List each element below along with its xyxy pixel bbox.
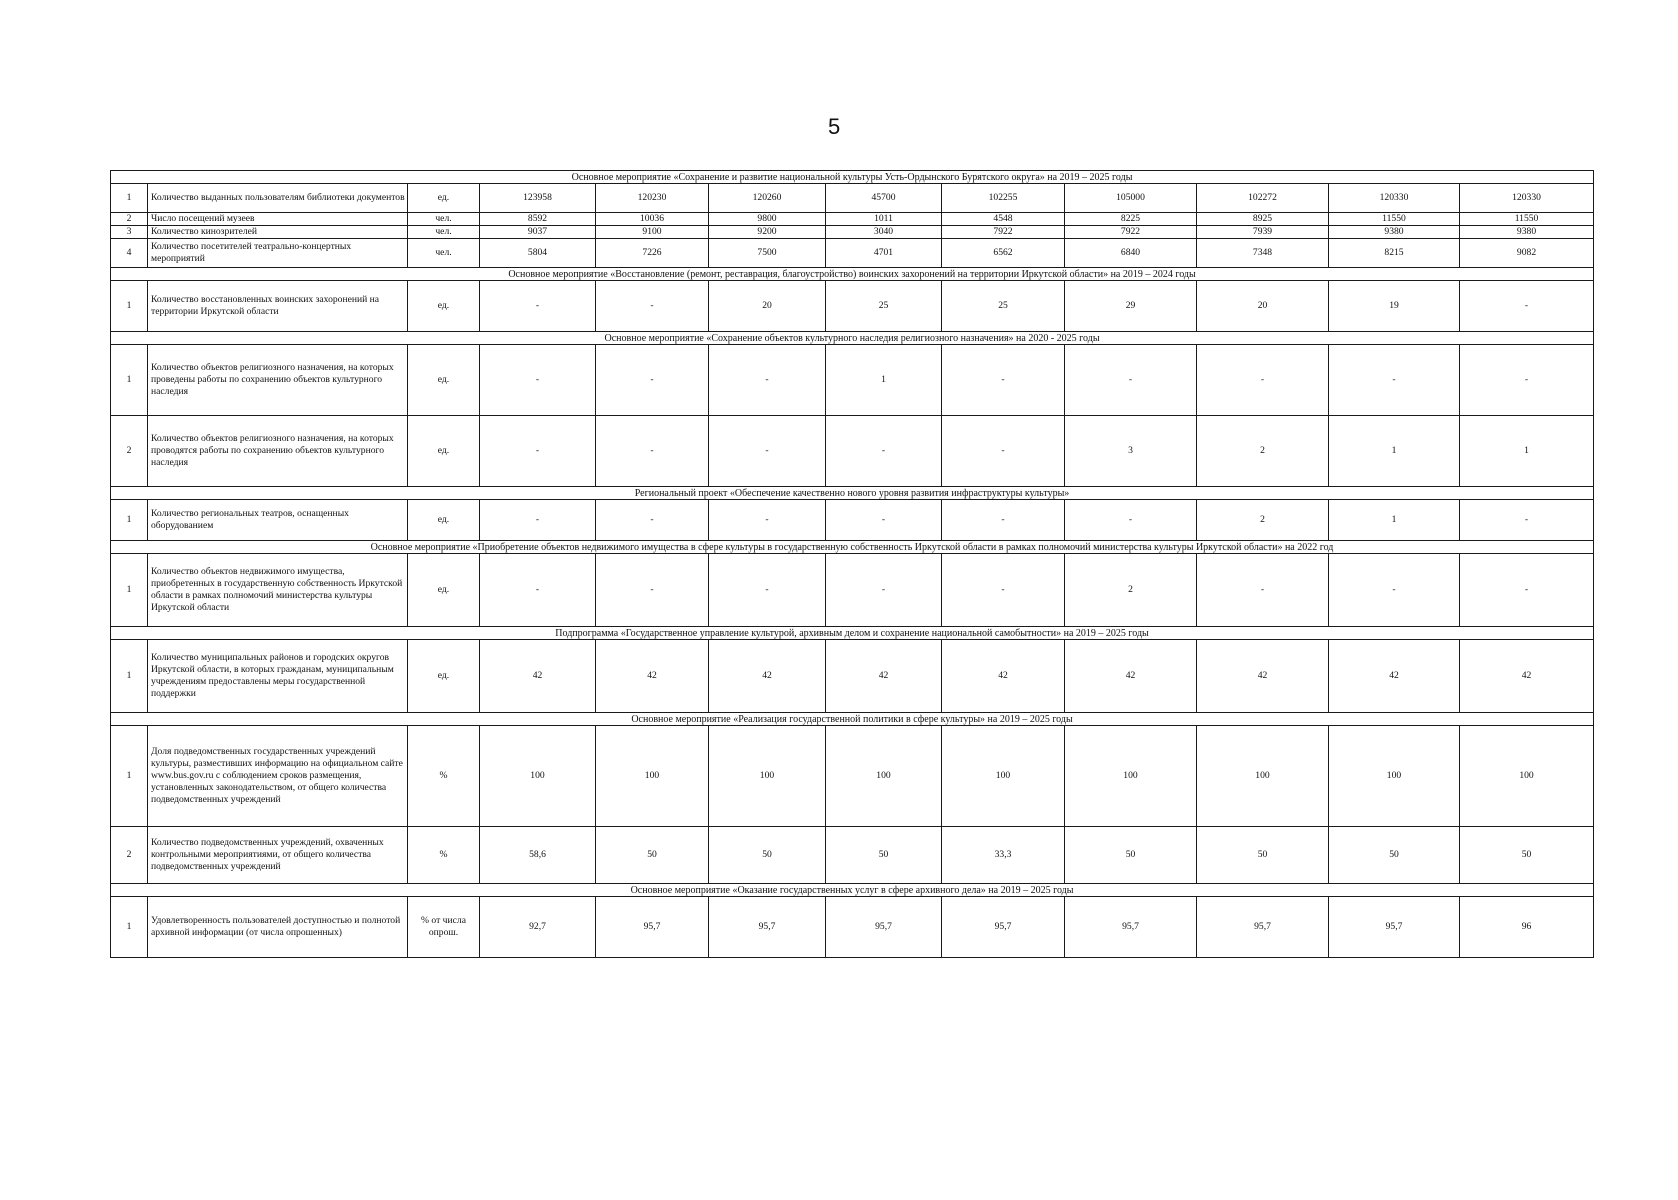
value-cell: 42: [709, 640, 826, 713]
section-row: [111, 713, 1594, 726]
value-cell: 42: [1065, 640, 1197, 713]
value-cell: 2: [1065, 554, 1197, 627]
value-cell: 100: [480, 726, 596, 827]
value-cell: -: [1197, 554, 1329, 627]
value-cell: 96: [1460, 897, 1594, 958]
value-cell: 100: [826, 726, 942, 827]
section-row: [111, 884, 1594, 897]
indicators-table: [110, 170, 1594, 958]
section-title: Основное мероприятие «Оказание государственных услуг в сфере архивного дела» на 2019 – 2025 годы: [111, 884, 1594, 897]
value-cell: 9082: [1460, 239, 1594, 268]
value-cell: -: [826, 416, 942, 487]
section-title: Основное мероприятие «Восстановление (ремонт, реставрация, благоустройство) воинских захоронений на территории Иркутской области» на 2019 – 2024 годы: [111, 268, 1594, 281]
value-cell: -: [709, 554, 826, 627]
value-cell: -: [709, 500, 826, 541]
value-cell: 50: [1197, 827, 1329, 884]
row-number: 1: [111, 726, 148, 827]
indicator-name: Количество восстановленных воинских захоронений на территории Иркутской области: [148, 281, 408, 332]
value-cell: 100: [942, 726, 1065, 827]
value-cell: -: [1460, 500, 1594, 541]
value-cell: -: [1329, 554, 1460, 627]
value-cell: -: [1065, 500, 1197, 541]
value-cell: 20: [1197, 281, 1329, 332]
value-cell: 120260: [709, 184, 826, 213]
section-row: [111, 332, 1594, 345]
value-cell: -: [1329, 345, 1460, 416]
value-cell: -: [1065, 345, 1197, 416]
value-cell: 19: [1329, 281, 1460, 332]
unit-cell: ед.: [408, 281, 480, 332]
table-row: [111, 500, 1594, 541]
row-number: 2: [111, 213, 148, 226]
value-cell: 1: [1329, 500, 1460, 541]
value-cell: 120230: [596, 184, 709, 213]
value-cell: 1: [826, 345, 942, 416]
value-cell: 58,6: [480, 827, 596, 884]
value-cell: 2: [1197, 500, 1329, 541]
section-title: Региональный проект «Обеспечение качественно нового уровня развития инфраструктуры культуры»: [111, 487, 1594, 500]
value-cell: 50: [826, 827, 942, 884]
value-cell: 3040: [826, 226, 942, 239]
indicator-name: Количество объектов религиозного назначения, на которых проведены работы по сохранению объектов культурного наследия: [148, 345, 408, 416]
value-cell: -: [826, 500, 942, 541]
table-row: [111, 827, 1594, 884]
value-cell: 42: [826, 640, 942, 713]
section-title: Основное мероприятие «Сохранение объектов культурного наследия религиозного назначения» на 2020 - 2025 годы: [111, 332, 1594, 345]
value-cell: 1011: [826, 213, 942, 226]
value-cell: 11550: [1460, 213, 1594, 226]
value-cell: -: [480, 416, 596, 487]
value-cell: 95,7: [1329, 897, 1460, 958]
value-cell: 42: [1197, 640, 1329, 713]
value-cell: 45700: [826, 184, 942, 213]
value-cell: -: [1460, 554, 1594, 627]
section-title: Подпрограмма «Государственное управление культурой, архивным делом и сохранение национальной самобытности» на 2019 – 2025 годы: [111, 627, 1594, 640]
value-cell: -: [942, 500, 1065, 541]
value-cell: 8215: [1329, 239, 1460, 268]
row-number: 1: [111, 184, 148, 213]
value-cell: 8925: [1197, 213, 1329, 226]
value-cell: 50: [709, 827, 826, 884]
value-cell: -: [480, 554, 596, 627]
value-cell: 92,7: [480, 897, 596, 958]
indicator-name: Количество объектов недвижимого имущества, приобретенных в государственную собственность Иркутской области в рамках полномочий министерства культуры Иркутской области: [148, 554, 408, 627]
value-cell: 95,7: [1065, 897, 1197, 958]
value-cell: 8592: [480, 213, 596, 226]
unit-cell: ед.: [408, 345, 480, 416]
value-cell: -: [709, 416, 826, 487]
section-row: [111, 541, 1594, 554]
section-row: [111, 627, 1594, 640]
value-cell: 120330: [1460, 184, 1594, 213]
value-cell: 25: [942, 281, 1065, 332]
value-cell: 95,7: [826, 897, 942, 958]
value-cell: 95,7: [942, 897, 1065, 958]
value-cell: 123958: [480, 184, 596, 213]
value-cell: 9800: [709, 213, 826, 226]
value-cell: -: [596, 345, 709, 416]
value-cell: 50: [1329, 827, 1460, 884]
value-cell: -: [709, 345, 826, 416]
indicator-name: Доля подведомственных государственных учреждений культуры, разместивших информацию на официальном сайте www.bus.gov.ru с соблюдением сроков размещения, установленных законодательством, от общего количества подведомственных учреждений: [148, 726, 408, 827]
section-row: [111, 487, 1594, 500]
value-cell: 7500: [709, 239, 826, 268]
value-cell: -: [826, 554, 942, 627]
unit-cell: чел.: [408, 226, 480, 239]
value-cell: 102255: [942, 184, 1065, 213]
value-cell: -: [1460, 345, 1594, 416]
table-row: [111, 897, 1594, 958]
table-row: [111, 213, 1594, 226]
value-cell: 7922: [942, 226, 1065, 239]
section-title: Основное мероприятие «Сохранение и развитие национальной культуры Усть-Ордынского Бурятского округа» на 2019 – 2025 годы: [111, 171, 1594, 184]
value-cell: 100: [1197, 726, 1329, 827]
value-cell: 7348: [1197, 239, 1329, 268]
value-cell: -: [942, 345, 1065, 416]
value-cell: 7939: [1197, 226, 1329, 239]
value-cell: 102272: [1197, 184, 1329, 213]
unit-cell: ед.: [408, 554, 480, 627]
value-cell: 42: [596, 640, 709, 713]
unit-cell: ед.: [408, 500, 480, 541]
unit-cell: %: [408, 827, 480, 884]
value-cell: 33,3: [942, 827, 1065, 884]
section-row: [111, 268, 1594, 281]
row-number: 2: [111, 416, 148, 487]
value-cell: 95,7: [1197, 897, 1329, 958]
indicator-name: Количество выданных пользователям библиотеки документов: [148, 184, 408, 213]
table-row: [111, 226, 1594, 239]
value-cell: 1: [1460, 416, 1594, 487]
value-cell: 10036: [596, 213, 709, 226]
table-row: [111, 184, 1594, 213]
indicator-name: Число посещений музеев: [148, 213, 408, 226]
value-cell: 95,7: [596, 897, 709, 958]
value-cell: 100: [1065, 726, 1197, 827]
row-number: 1: [111, 897, 148, 958]
section-title: Основное мероприятие «Приобретение объектов недвижимого имущества в сфере культуры в государственную собственность Иркутской области в рамках полномочий министерства культуры Иркутской области» на 2022 год: [111, 541, 1594, 554]
row-number: 1: [111, 345, 148, 416]
indicator-name: Количество муниципальных районов и городских округов Иркутской области, в которых гражданам, муниципальным учреждениям предоставлены меры государственной поддержки: [148, 640, 408, 713]
value-cell: 50: [1460, 827, 1594, 884]
value-cell: 6840: [1065, 239, 1197, 268]
value-cell: 3: [1065, 416, 1197, 487]
indicator-name: Количество кинозрителей: [148, 226, 408, 239]
row-number: 1: [111, 281, 148, 332]
value-cell: 9380: [1329, 226, 1460, 239]
value-cell: -: [480, 345, 596, 416]
value-cell: 100: [1460, 726, 1594, 827]
unit-cell: %: [408, 726, 480, 827]
value-cell: -: [596, 500, 709, 541]
row-number: 1: [111, 500, 148, 541]
row-number: 1: [111, 640, 148, 713]
value-cell: 29: [1065, 281, 1197, 332]
table-row: [111, 416, 1594, 487]
indicator-name: Количество региональных театров, оснащенных оборудованием: [148, 500, 408, 541]
unit-cell: чел.: [408, 239, 480, 268]
indicator-name: Количество подведомственных учреждений, охваченных контрольными мероприятиями, от общего количества подведомственных учреждений: [148, 827, 408, 884]
value-cell: 9380: [1460, 226, 1594, 239]
unit-cell: ед.: [408, 416, 480, 487]
section-row: [111, 171, 1594, 184]
value-cell: 105000: [1065, 184, 1197, 213]
value-cell: 4701: [826, 239, 942, 268]
value-cell: 7226: [596, 239, 709, 268]
value-cell: -: [596, 554, 709, 627]
value-cell: 42: [942, 640, 1065, 713]
value-cell: 7922: [1065, 226, 1197, 239]
table-row: [111, 239, 1594, 268]
indicator-name: Удовлетворенность пользователей доступностью и полнотой архивной информации (от числа опрошенных): [148, 897, 408, 958]
value-cell: -: [1197, 345, 1329, 416]
value-cell: 1: [1329, 416, 1460, 487]
indicator-name: Количество объектов религиозного назначения, на которых проводятся работы по сохранению объектов культурного наследия: [148, 416, 408, 487]
section-title: Основное мероприятие «Реализация государственной политики в сфере культуры» на 2019 – 2025 годы: [111, 713, 1594, 726]
value-cell: 2: [1197, 416, 1329, 487]
unit-cell: чел.: [408, 213, 480, 226]
value-cell: 95,7: [709, 897, 826, 958]
value-cell: 11550: [1329, 213, 1460, 226]
indicator-name: Количество посетителей театрально-концертных мероприятий: [148, 239, 408, 268]
value-cell: 50: [596, 827, 709, 884]
value-cell: -: [1460, 281, 1594, 332]
value-cell: 9037: [480, 226, 596, 239]
table-row: [111, 281, 1594, 332]
value-cell: 100: [596, 726, 709, 827]
row-number: 4: [111, 239, 148, 268]
value-cell: 42: [1329, 640, 1460, 713]
value-cell: 9100: [596, 226, 709, 239]
value-cell: 5804: [480, 239, 596, 268]
table-row: [111, 640, 1594, 713]
table-row: [111, 726, 1594, 827]
value-cell: 50: [1065, 827, 1197, 884]
value-cell: 42: [480, 640, 596, 713]
value-cell: 9200: [709, 226, 826, 239]
unit-cell: ед.: [408, 640, 480, 713]
value-cell: -: [480, 281, 596, 332]
value-cell: 6562: [942, 239, 1065, 268]
value-cell: 4548: [942, 213, 1065, 226]
value-cell: -: [596, 416, 709, 487]
value-cell: -: [942, 416, 1065, 487]
value-cell: 42: [1460, 640, 1594, 713]
value-cell: -: [596, 281, 709, 332]
row-number: 3: [111, 226, 148, 239]
row-number: 1: [111, 554, 148, 627]
value-cell: 25: [826, 281, 942, 332]
page-number: 5: [828, 114, 841, 139]
value-cell: 8225: [1065, 213, 1197, 226]
value-cell: 20: [709, 281, 826, 332]
unit-cell: ед.: [408, 184, 480, 213]
value-cell: 100: [709, 726, 826, 827]
value-cell: -: [480, 500, 596, 541]
unit-cell: % от числа опрош.: [408, 897, 480, 958]
value-cell: 100: [1329, 726, 1460, 827]
value-cell: 120330: [1329, 184, 1460, 213]
row-number: 2: [111, 827, 148, 884]
table-row: [111, 345, 1594, 416]
table-row: [111, 554, 1594, 627]
value-cell: -: [942, 554, 1065, 627]
